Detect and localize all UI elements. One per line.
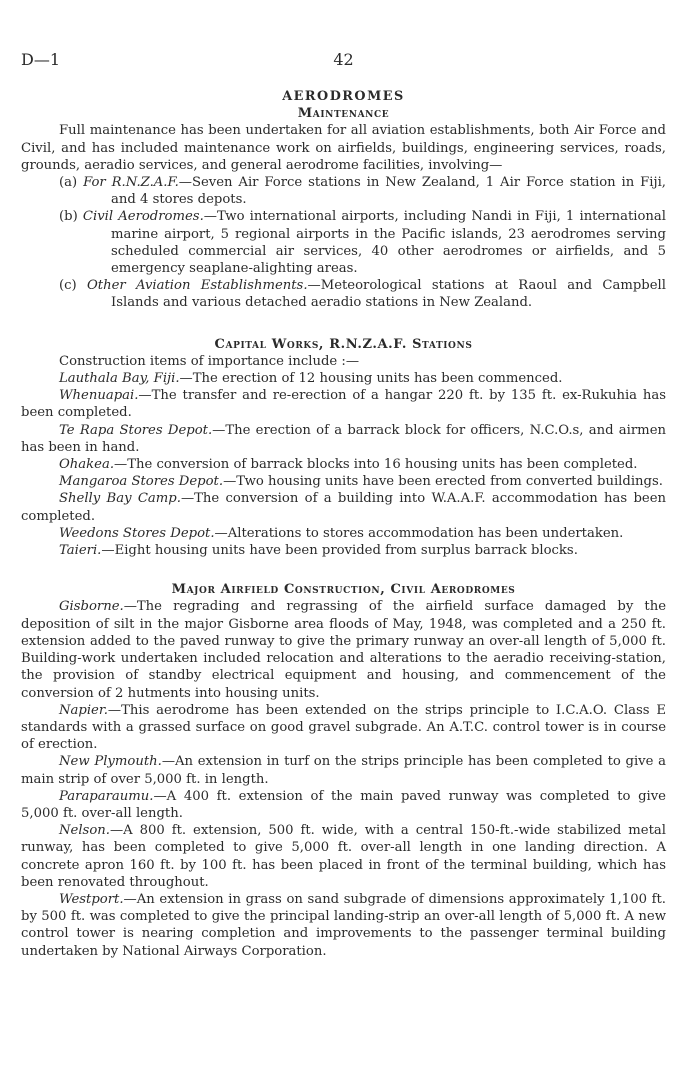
capital-item: Ohakea.—The conversion of barrack blocks into 16 housing units has been completed. <box>59 457 638 473</box>
major-item: New Plymouth.—An extension in turf on the strips principle has been completed to give a main strip of over 5,000 ft. in length. <box>21 754 666 787</box>
capital-item: Shelly Bay Camp.—The conversion of a building into W.A.A.F. accommodation has been completed. <box>21 491 666 524</box>
major-item: Paraparaumu.—A 400 ft. extension of the main paved runway was completed to give 5,000 ft. over-all length. <box>21 788 666 821</box>
capital-item: Mangaroa Stores Depot.—Two housing units have been erected from converted buildings. <box>59 474 663 490</box>
maintenance-intro: Full maintenance has been undertaken for all aviation establishments, both Air Force and Civil, and has included maintenance work on airfields, buildings, engineering services, roads, grounds, aeradio services, and general aerodrome facilities, involving— <box>21 123 666 173</box>
capital-item: Lauthala Bay, Fiji.—The erection of 12 housing units has been commenced. <box>59 371 563 387</box>
capital-item: Weedons Stores Depot.—Alterations to stores accommodation has been undertaken. <box>59 525 624 541</box>
capital-item: Whenuapai.—The transfer and re-erection of a hangar 220 ft. by 135 ft. ex-Rukuhia has been completed. <box>21 388 666 421</box>
page-content <box>21 88 666 960</box>
major-item: Westport.—An extension in grass on sand subgrade of dimensions approximately 1,100 ft. by 500 ft. was completed to give the principal landing-strip an over-all length of 5,000 ft. A new control tower is nearing completion and improvements to the passenger terminal building undertaken by National Airways Corporation. <box>21 891 666 959</box>
capital-item: Te Rapa Stores Depot.—The erection of a barrack block for officers, N.C.O.s, and airmen has been in hand. <box>21 422 666 455</box>
page-header <box>21 50 666 70</box>
document-code: D—1 <box>21 50 61 69</box>
page-number: 42 <box>333 50 354 69</box>
capital-works-intro: Construction items of importance include :— <box>59 353 360 369</box>
capital-item: Taieri.—Eight housing units have been provided from surplus barrack blocks. <box>59 543 578 559</box>
maintenance-item: (c) Other Aviation Establishments.—Meteorological stations at Raoul and Campbell Islands and various detached aeradio stations in New Zealand. <box>59 278 666 311</box>
maintenance-item: (a) For R.N.Z.A.F.—Seven Air Force stations in New Zealand, 1 Air Force station in Fiji, and 4 stores depots. <box>59 175 666 208</box>
major-item: Nelson.—A 800 ft. extension, 500 ft. wide, with a central 150-ft.-wide stabilized metal runway, has been completed to give 5,000 ft. over-all length in one landing direction. A concrete apron 160 ft. by 100 ft. has been placed in front of the terminal building, which has been renovated throughout. <box>21 823 666 890</box>
main-heading: AERODROMES <box>282 89 405 104</box>
maintenance-item: (b) Civil Aerodromes.—Two international airports, including Nandi in Fiji, 1 international marine airport, 5 regional airports in the Pacific islands, 23 aerodromes serving scheduled commercial air services, 40 other aerodromes or airfields, and 5 emergency seaplane-alighting areas. <box>59 209 666 277</box>
major-construction-heading: Major Airfield Construction, Civil Aerodromes <box>171 582 516 598</box>
major-item: Gisborne.—The regrading and regrassing of the airfield surface damaged by the deposition of silt in the major Gisborne area floods of May, 1948, was completed and a 250 ft. extension added to the paved runway to give the primary runway an over-all length of 5,000 ft. Building-work undertaken included relocation and alterations to the aeradio receiving-station, the provision of standby electrical equipment and housing, and commencement of the conversion of 2 hutments into housing units. <box>21 599 666 701</box>
maintenance-heading: Maintenance <box>297 106 390 122</box>
capital-works-heading: Capital Works, R.N.Z.A.F. Stations <box>214 336 473 352</box>
major-item: Napier.—This aerodrome has been extended on the strips principle to I.C.A.O. Class E standards with a grassed surface on good gravel subgrade. An A.T.C. control tower is in course of erection. <box>21 702 666 753</box>
